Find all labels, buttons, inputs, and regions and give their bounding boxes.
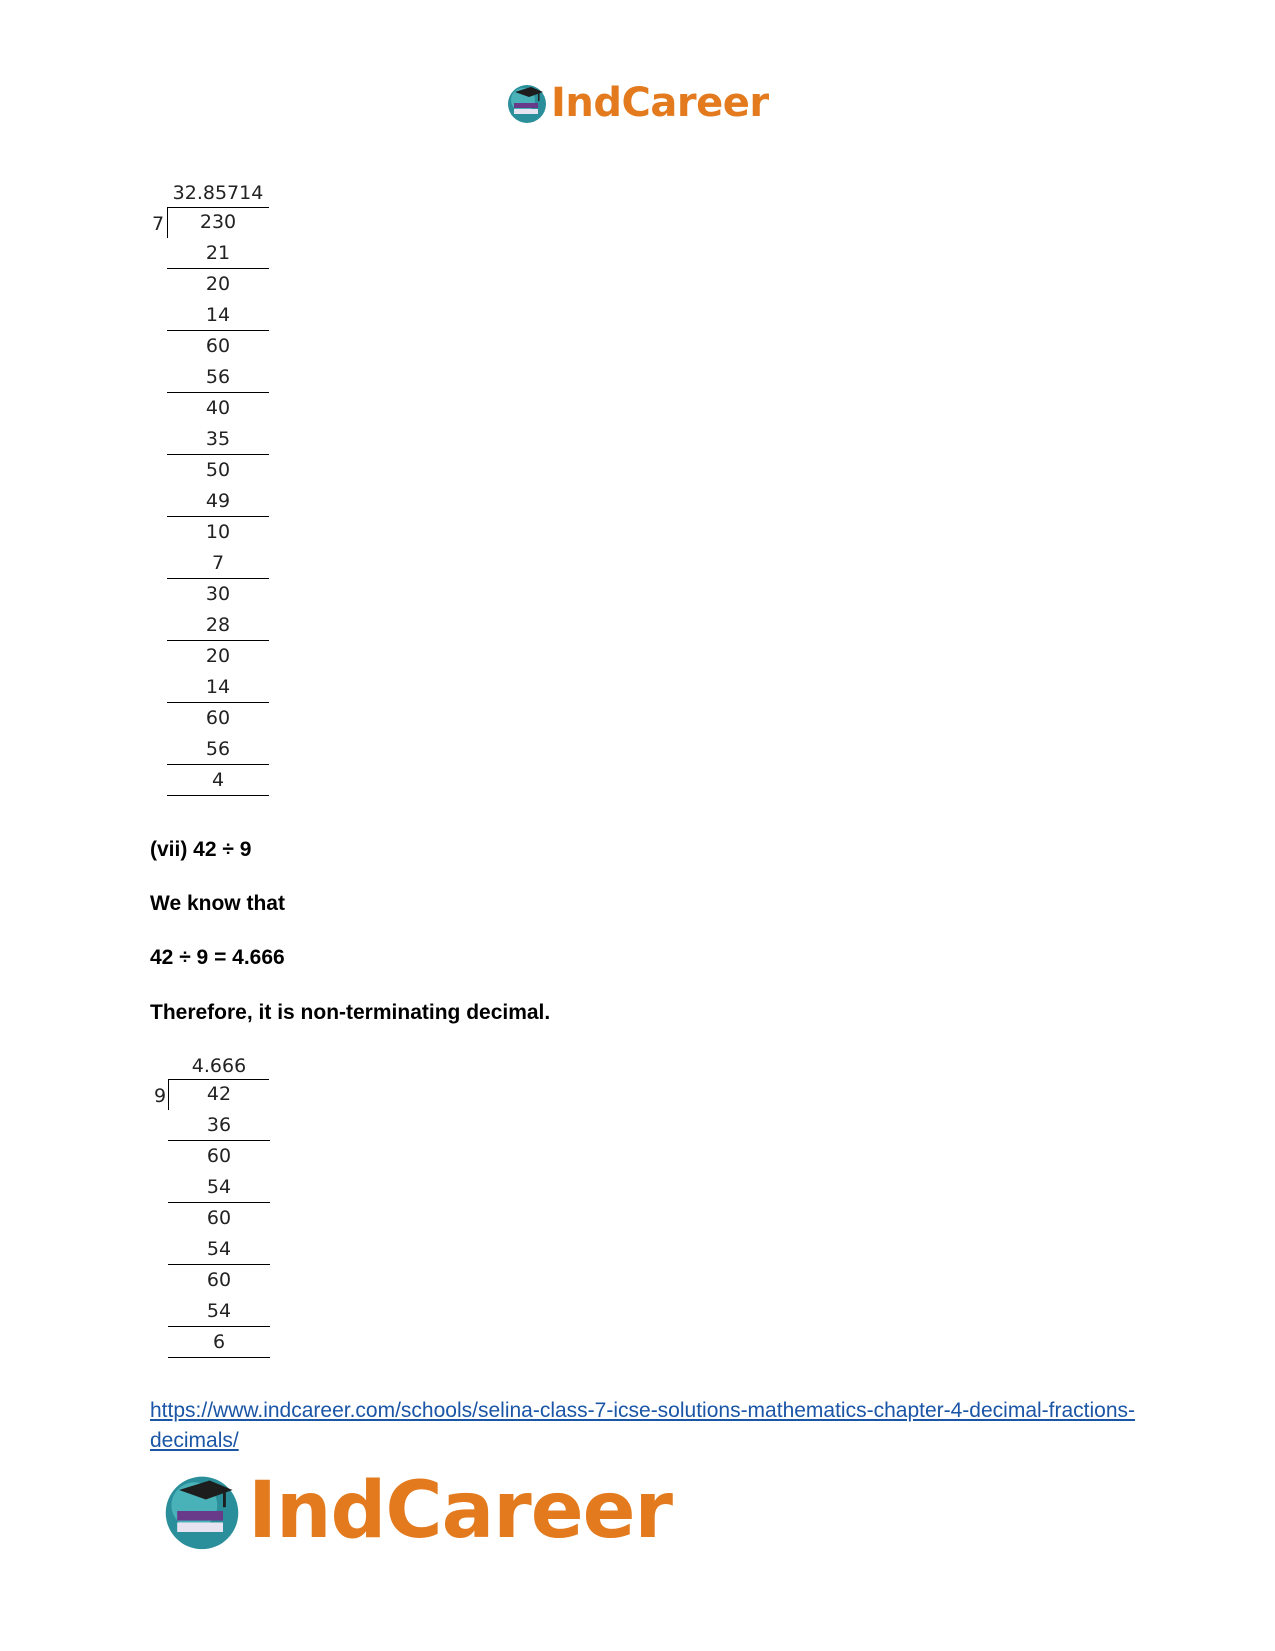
- division-rule: [168, 1357, 270, 1358]
- division-step: 7: [211, 552, 225, 574]
- division-step: 20: [205, 645, 231, 667]
- division-step: 60: [206, 1207, 232, 1229]
- division-step: 56: [205, 366, 231, 388]
- globe-book-icon: [160, 1469, 244, 1553]
- division-step: 49: [205, 490, 231, 512]
- division-step: 6: [212, 1331, 226, 1353]
- division-step: 35: [205, 428, 231, 450]
- division-step: 56: [205, 738, 231, 760]
- source-link[interactable]: https://www.indcareer.com/schools/selina-class-7-icse-solutions-mathematics-chapter-4-decimal-fractions-decimals/: [150, 1399, 1136, 1452]
- division-step: 4: [211, 769, 225, 791]
- division-rule: [167, 795, 269, 796]
- footer-logo: [160, 1466, 672, 1556]
- division-step: 50: [205, 459, 231, 481]
- question-label: (vii) 42 ÷ 9: [150, 838, 252, 861]
- dividend: 42: [206, 1083, 232, 1105]
- division-step: 36: [206, 1114, 232, 1136]
- quotient: 32.85714: [172, 182, 264, 204]
- division-step: 20: [205, 273, 231, 295]
- division-step: 40: [205, 397, 231, 419]
- division-step: 14: [205, 304, 231, 326]
- conclusion-text: Therefore, it is non-terminating decimal.: [150, 1001, 551, 1024]
- division-step: 10: [205, 521, 231, 543]
- divisor: 9: [154, 1085, 167, 1107]
- quotient: 4.666: [191, 1055, 247, 1077]
- division-step: 60: [205, 335, 231, 357]
- division-step: 21: [205, 242, 231, 264]
- division-step: 54: [206, 1238, 232, 1260]
- brand-name: IndCareer: [551, 80, 769, 126]
- equation-text: 42 ÷ 9 = 4.666: [150, 946, 285, 969]
- division-step: 30: [205, 583, 231, 605]
- division-step: 54: [206, 1300, 232, 1322]
- division-step: 60: [206, 1145, 232, 1167]
- brand-name: IndCareer: [248, 1466, 672, 1556]
- division-step: 60: [205, 707, 231, 729]
- divisor: 7: [152, 213, 165, 235]
- header-logo: [505, 80, 769, 126]
- division-step: 54: [206, 1176, 232, 1198]
- division-step: 28: [205, 614, 231, 636]
- dividend: 230: [199, 211, 237, 233]
- intro-text: We know that: [150, 892, 285, 915]
- division-step: 60: [206, 1269, 232, 1291]
- globe-book-icon: [505, 81, 549, 125]
- division-step: 14: [205, 676, 231, 698]
